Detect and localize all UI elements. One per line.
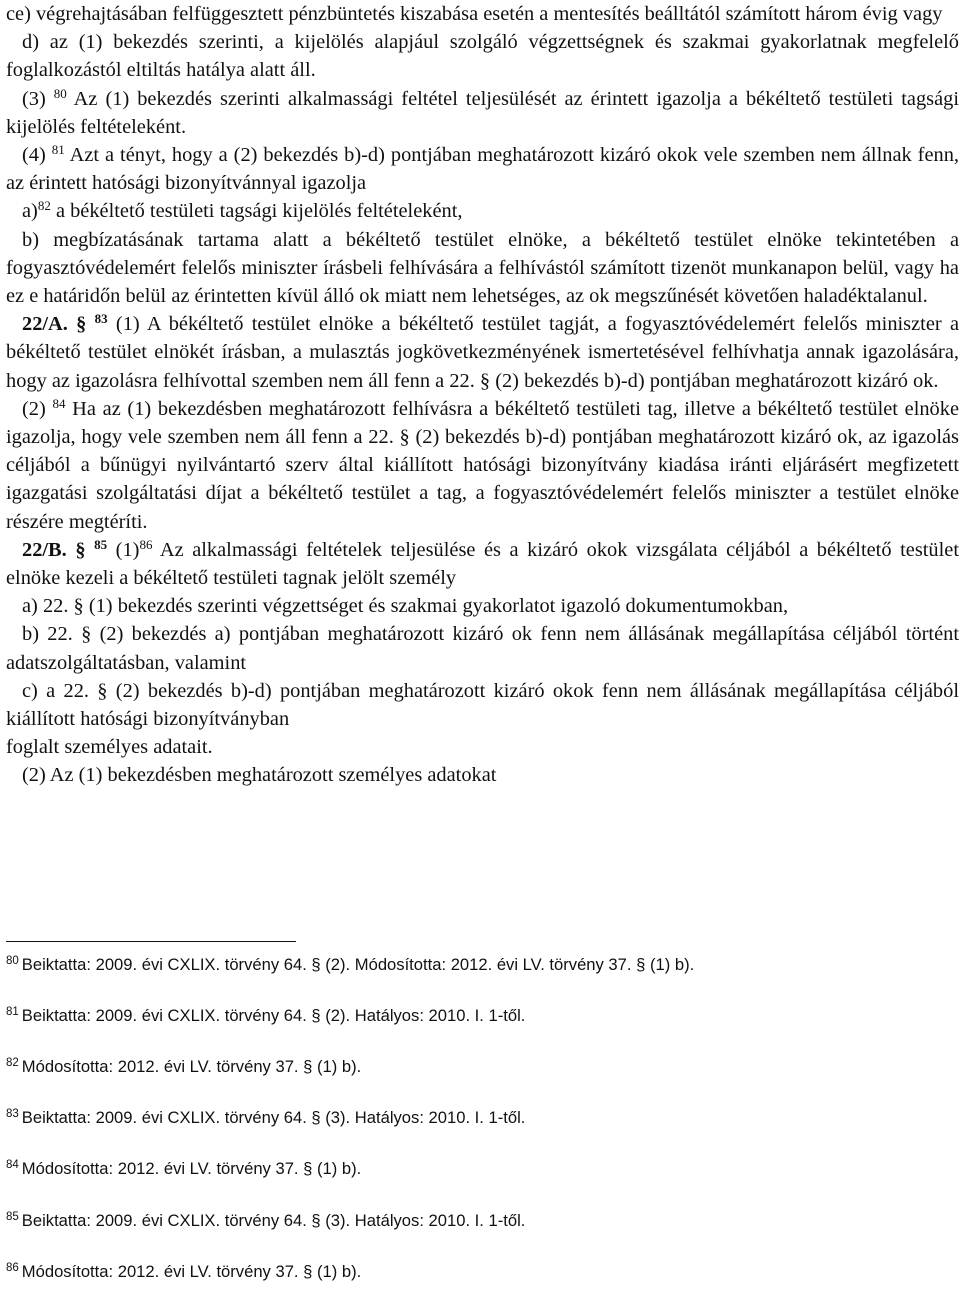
section-number: 22/B. — [22, 538, 67, 561]
footnote-text: Módosította: 2012. évi LV. törvény 37. § (1) b). — [21, 1159, 362, 1178]
section-number: 22/A. — [22, 313, 68, 336]
closing-line: foglalt személyes adatait. — [6, 736, 213, 759]
paragraph-ce: ce) végrehajtásában felfüggesztett pénzbüntetés kiszabása esetén a mentesítés beálltától számított három évig vagy — [6, 3, 943, 25]
paragraph-4 — [6, 141, 959, 197]
footnote-ref: 82 — [37, 198, 51, 214]
subsection-label: (1) — [107, 538, 140, 561]
footnote-text: Módosította: 2012. évi LV. törvény 37. § (1) b). — [21, 1057, 362, 1076]
footnote-ref: 85 — [94, 536, 108, 552]
footnote — [6, 1057, 361, 1077]
paragraph-body: Ha az (1) bekezdésben meghatározott felhívásra a békéltető testületi tag, illetve a békéltető testület elnöke igazolja, hogy vele szemben nem áll fenn a 22. § (2) bekezdés b)-d) pontjában meghatározott kizáró ok, az igazolás céljából a bűnügyi nyilvántartó szerv által kiállított hatósági bizonyítvány kiadása iránti eljárásért megfizetett igazgatási szolgáltatási díjat a békéltető testület a tag, a fogyasztóvédelemért felelős miniszter a testület elnöke részére megtéríti. — [6, 397, 959, 533]
point-label: a) — [22, 200, 38, 223]
footnote-ref: 84 — [52, 395, 66, 411]
footnote-number: 86 — [6, 1262, 19, 1274]
point-22b-b: b) 22. § (2) bekezdés a) pontjában meghatározott kizáró ok fenn nem állásának megállapítása céljából történt adatszolgáltatásban, valamint — [6, 623, 959, 674]
footnote — [6, 1211, 525, 1231]
section-sign: § — [67, 313, 87, 336]
section-sign: § — [66, 538, 86, 561]
footnote-number: 85 — [6, 1211, 19, 1223]
footnote-ref: 83 — [94, 311, 108, 327]
footnote-text: Beiktatta: 2009. évi CXLIX. törvény 64. § (3). Hatályos: 2010. I. 1-től. — [21, 1108, 526, 1127]
paragraph-body: Az (1) bekezdés szerinti alkalmassági feltétel teljesülését az érintett igazolja a békéltető testületi tagsági kijelölés feltételeként. — [6, 87, 959, 138]
footnote-text: Beiktatta: 2009. évi CXLIX. törvény 64. § (3). Hatályos: 2010. I. 1-től. — [21, 1211, 526, 1230]
point-22b-a: a) 22. § (1) bekezdés szerinti végzettséget és szakmai gyakorlatot igazoló dokumentumokban, — [22, 595, 789, 618]
footnote-separator — [6, 941, 296, 942]
footnote-text: Beiktatta: 2009. évi CXLIX. törvény 64. § (2). Módosította: 2012. évi LV. törvény 37. § (1) b). — [21, 955, 695, 974]
section-22b — [6, 536, 959, 592]
paragraph-label: (2) — [22, 397, 46, 420]
point-body: a békéltető testületi tagsági kijelölés feltételeként, — [50, 200, 463, 223]
point-22b-c: c) a 22. § (2) bekezdés b)-d) pontjában meghatározott kizáró okok fenn nem állásának megállapítása céljából kiállított hatósági bizonyítványban — [6, 679, 959, 731]
footnote — [6, 1006, 525, 1026]
section-22a — [6, 310, 959, 395]
footnote-ref: 86 — [139, 536, 153, 552]
section-body: Az alkalmassági feltételek teljesülése és a kizáró okok vizsgálata céljából a békéltető testület elnöke kezeli a békéltető testületi tagnak jelölt személy — [6, 538, 959, 590]
footnote-ref: 81 — [51, 142, 65, 158]
footnote-ref: 80 — [53, 85, 67, 101]
footnote — [6, 955, 694, 975]
footnote-number: 82 — [6, 1057, 19, 1069]
paragraph-label: (3) — [22, 87, 46, 110]
section-body: (1) A békéltető testület elnöke a békéltető testület tagját, a fogyasztóvédelemért felelős miniszter a békéltető testület elnökét írásban, a mulasztás jogkövetkezményének ismertetésével felhívhatja annak igazolására, hogy az igazolásra felhívottal szemben nem áll fenn a 22. § (2) bekezdés b)-d) pontjában meghatározott kizáró ok. — [6, 313, 959, 392]
point-b: b) megbízatásának tartama alatt a békéltető testület elnöke, a békéltető testület elnöke tekintetében a fogyasztóvédelemért felelős miniszter írásbeli felhívására a felhívástól számított tizenöt munkanapon belül, vagy ha ez e határidőn belül az érintetten kívül álló ok miatt nem lehetséges, az ok megszűnését követően haladéktalanul. — [6, 228, 959, 308]
footnote — [6, 1262, 361, 1282]
point-a — [6, 197, 959, 225]
footnote-number: 83 — [6, 1108, 19, 1120]
paragraph-label: (4) — [22, 144, 46, 167]
paragraph-d: d) az (1) bekezdés szerinti, a kijelölés alapjául szolgáló végzettségnek és szakmai gyakorlatnak megfelelő foglalkozástól eltiltás hatálya alatt áll. — [6, 31, 959, 82]
footnote-number: 80 — [6, 955, 19, 967]
paragraph-22b-2: (2) Az (1) bekezdésben meghatározott személyes adatokat — [22, 764, 497, 787]
footnote — [6, 1159, 361, 1179]
paragraph-3 — [6, 85, 959, 141]
footnote-text: Módosította: 2012. évi LV. törvény 37. § (1) b). — [21, 1262, 362, 1281]
footnote — [6, 1108, 525, 1128]
footnote-number: 84 — [6, 1159, 19, 1171]
footnote-text: Beiktatta: 2009. évi CXLIX. törvény 64. § (2). Hatályos: 2010. I. 1-től. — [21, 1006, 526, 1025]
paragraph-body: Azt a tényt, hogy a (2) bekezdés b)-d) pontjában meghatározott kizáró okok vele szemben nem állnak fenn, az érintett hatósági bizonyítvánnyal igazolja — [6, 144, 959, 195]
paragraph-22a-2 — [6, 395, 959, 536]
footnote-number: 81 — [6, 1006, 19, 1018]
law-text — [6, 0, 959, 790]
